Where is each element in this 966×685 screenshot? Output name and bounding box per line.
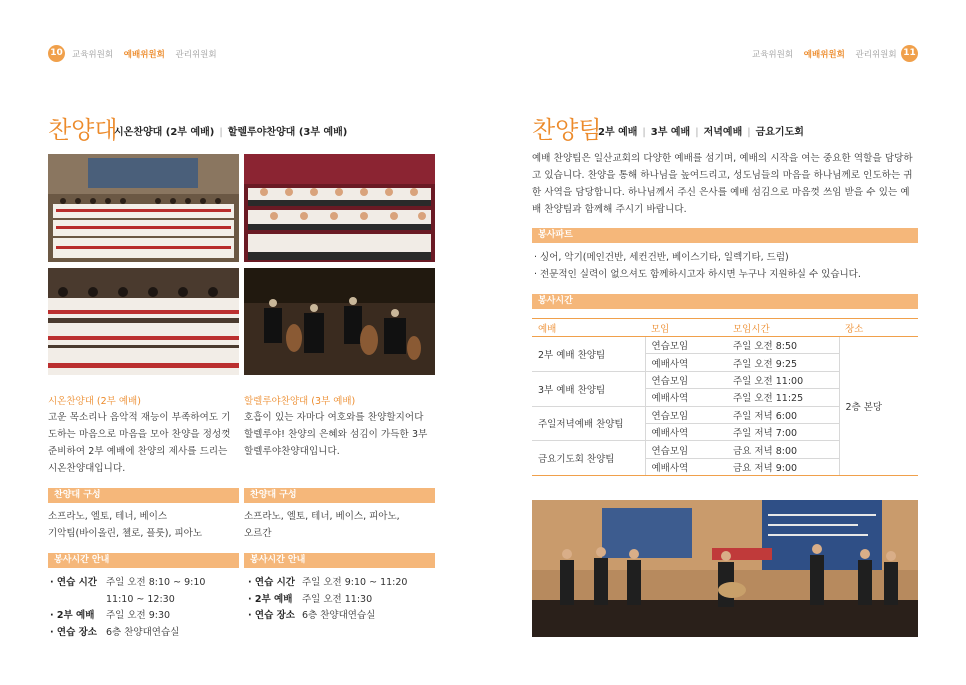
schedule-label: · 연습 장소 — [50, 627, 97, 638]
zion-schedule-row — [50, 608, 94, 624]
schedule-label: · 연습 시간 — [248, 577, 295, 588]
service-name: 3부 예배 찬양팀 — [532, 371, 645, 406]
col-service: 예배 — [532, 319, 645, 337]
zion-schedule-bar: 봉사시간 안내 — [48, 553, 239, 568]
meeting-time: 주일 오전 11:25 — [727, 389, 839, 406]
nav-worship[interactable]: 예배위원회 — [123, 50, 165, 60]
section-nav-right — [752, 48, 905, 60]
zion-composition-bar: 찬양대 구성 — [48, 488, 239, 503]
meeting-type: 연습모임 — [645, 371, 727, 388]
schedule-label: · 2부 예배 — [50, 610, 95, 621]
zion-schedule-row — [50, 625, 97, 641]
zion-description: 고운 목소리나 음악적 재능이 부족하여도 기도하는 마음으로 마음을 모아 찬양을 정성껏 준비하여 2부 예배에 찬양의 제사를 드리는 시온찬양대입니다. — [48, 412, 231, 474]
subtitle-hallelujah: 할렐루야찬양대 (3부 예배) — [227, 127, 348, 138]
photo-praise-team — [532, 500, 918, 637]
meeting-time: 주일 저녁 6:00 — [727, 406, 839, 423]
page-subtitle-left: 시온찬양대 (2부 예배) | 할렐루야찬양대 (3부 예배) — [114, 127, 348, 138]
schedule-label: · 연습 장소 — [248, 610, 295, 621]
subtitle-friday: 금요기도회 — [755, 127, 804, 138]
service-part-item: · 싱어, 악기(메인건반, 세컨건반, 베이스기타, 일렉기타, 드럼) — [534, 252, 789, 263]
photo-hallelujah-orchestra — [244, 268, 435, 375]
nav-management[interactable]: 관리위원회 — [855, 50, 897, 60]
zion-schedule-row — [50, 575, 97, 591]
service-name: 2부 예배 찬양팀 — [532, 337, 645, 372]
nav-management[interactable]: 관리위원회 — [175, 50, 217, 60]
zion-schedule-value: 주일 오전 9:30 — [106, 610, 171, 621]
meeting-type: 연습모임 — [645, 441, 727, 458]
service-name: 금요기도회 찬양팀 — [532, 441, 645, 476]
hallelujah-schedule-row — [248, 608, 295, 624]
meeting-time: 주일 오전 8:50 — [727, 337, 839, 354]
nav-worship[interactable]: 예배위원회 — [803, 50, 845, 60]
hallelujah-schedule-value: 주일 오전 11:30 — [302, 594, 373, 605]
subtitle-evening: 저녁예배 — [703, 127, 743, 138]
zion-schedule-value: 11:10 ~ 12:30 — [106, 594, 175, 605]
subtitle-zion: 시온찬양대 (2부 예배) — [114, 127, 215, 138]
meeting-type: 예배사역 — [645, 423, 727, 440]
hallelujah-schedule-value: 6층 찬양대연습실 — [302, 610, 376, 621]
meeting-time: 주일 저녁 7:00 — [727, 423, 839, 440]
hallelujah-composition-line1: 소프라노, 엘토, 테너, 베이스, 피아노, — [244, 511, 400, 522]
section-nav-left — [72, 48, 225, 60]
col-location: 장소 — [839, 319, 918, 337]
page-subtitle-right: 2부 예배 | 3부 예배 | 저녁예배 | 금요기도회 — [598, 127, 804, 138]
page-number-left: 10 — [48, 45, 65, 62]
hallelujah-schedule-row — [248, 575, 295, 591]
service-parts-bar: 봉사파트 — [532, 228, 918, 243]
meeting-type: 예배사역 — [645, 458, 727, 475]
meeting-time: 금요 저녁 9:00 — [727, 458, 839, 475]
photo-hallelujah-choir-wide — [244, 154, 435, 262]
location-cell: 2층 본당 — [839, 337, 918, 476]
hallelujah-heading: 할렐루야찬양대 (3부 예배) — [244, 396, 356, 407]
zion-composition-line1: 소프라노, 엘토, 테너, 베이스 — [48, 511, 168, 522]
meeting-type: 예배사역 — [645, 354, 727, 371]
page-title-right: 찬양팀 — [532, 116, 602, 144]
hallelujah-composition-bar: 찬양대 구성 — [244, 488, 435, 503]
col-meeting: 모임 — [645, 319, 727, 337]
hallelujah-composition-line2: 오르간 — [244, 528, 272, 539]
praise-team-intro: 예배 찬양팀은 일산교회의 다양한 예배를 섬기며, 예배의 시작을 여는 중요한 역할을 담당하고 있습니다. 찬양을 통해 하나님을 높여드리고, 성도님들의 마음을 하나님께로 인도하는 귀한 사역을 담당합니다. 하나님께서 주신 은사를 예배 섬김으로 마음껏 쓰임 받을 수 있는 예배 찬양팀과 함께해 주시기 바랍니다. — [532, 153, 913, 215]
hallelujah-schedule-bar: 봉사시간 안내 — [244, 553, 435, 568]
hallelujah-description: 호흡이 있는 자마다 여호와를 찬양할지어다 할렐루야! 찬양의 은혜와 섬김이 가득한 3부 할렐루야찬양대입니다. — [244, 412, 428, 457]
nav-education[interactable]: 교육위원회 — [752, 50, 794, 60]
table-row — [532, 337, 918, 354]
photo-zion-choir-close — [48, 268, 239, 375]
zion-schedule-value: 6층 찬양대연습실 — [106, 627, 180, 638]
meeting-type: 연습모임 — [645, 337, 727, 354]
schedule-label: · 연습 시간 — [50, 577, 97, 588]
meeting-type: 예배사역 — [645, 389, 727, 406]
service-time-bar: 봉사시간 — [532, 294, 918, 309]
subtitle-service-3: 3부 예배 — [650, 127, 691, 138]
table-header-row — [532, 319, 918, 337]
zion-heading: 시온찬양대 (2부 예배) — [48, 396, 141, 407]
zion-schedule-value: 주일 오전 8:10 ~ 9:10 — [106, 577, 206, 588]
service-part-item: · 전문적인 실력이 없으셔도 함께하시고자 하시면 누구나 지원하실 수 있습니다. — [534, 269, 861, 280]
photo-zion-choir-wide — [48, 154, 239, 262]
col-time: 모임시간 — [727, 319, 839, 337]
meeting-type: 연습모임 — [645, 406, 727, 423]
subtitle-service-2: 2부 예배 — [598, 127, 638, 138]
meeting-time: 금요 저녁 8:00 — [727, 441, 839, 458]
service-name: 주일저녁예배 찬양팀 — [532, 406, 645, 441]
schedule-label: · 2부 예배 — [248, 594, 293, 605]
hallelujah-schedule-value: 주일 오전 9:10 ~ 11:20 — [302, 577, 408, 588]
praise-schedule-table — [532, 318, 918, 476]
meeting-time: 주일 오전 9:25 — [727, 354, 839, 371]
zion-composition-line2: 기악팀(바이올린, 첼로, 플룻), 피아노 — [48, 528, 203, 539]
page-number-right: 11 — [901, 45, 918, 62]
page-title-left: 찬양대 — [48, 116, 118, 144]
meeting-time: 주일 오전 11:00 — [727, 371, 839, 388]
hallelujah-schedule-row — [248, 592, 292, 608]
nav-education[interactable]: 교육위원회 — [72, 50, 114, 60]
